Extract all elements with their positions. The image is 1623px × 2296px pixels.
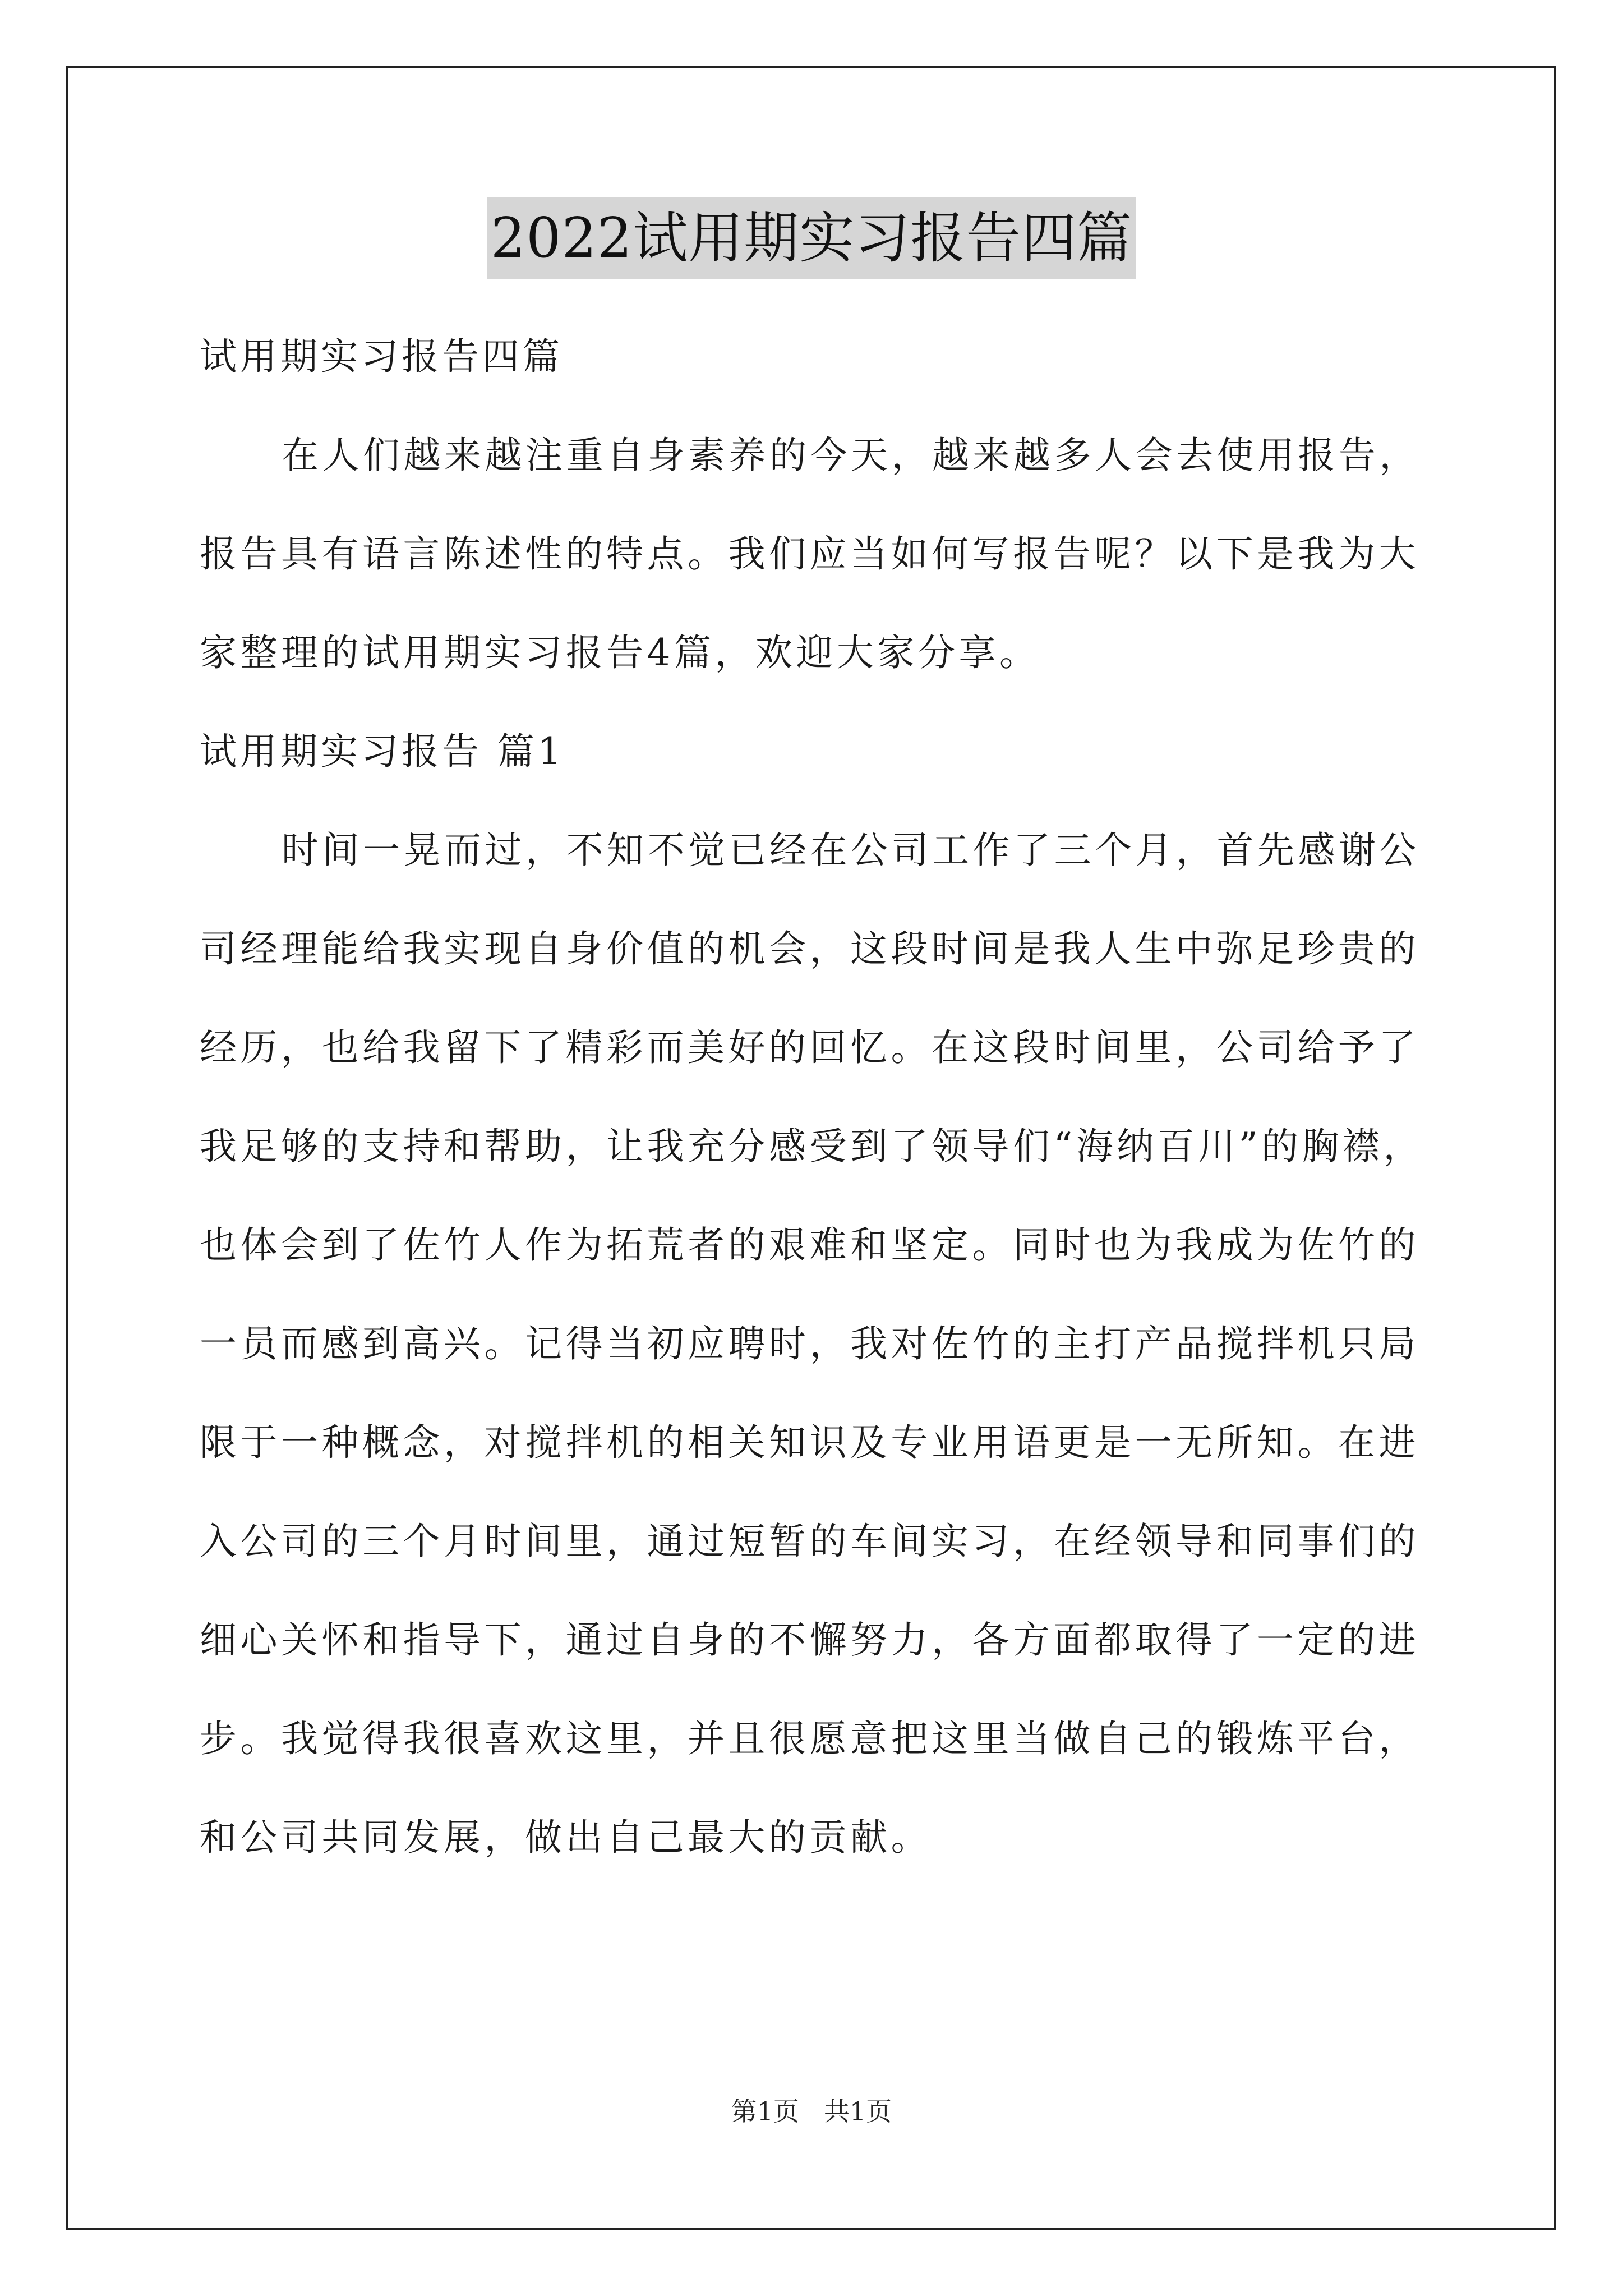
title-container (0, 197, 1623, 279)
body-paragraph (200, 801, 1461, 1887)
intro-paragraph (200, 406, 1461, 702)
paragraph-line: 在人们越来越注重自身素养的今天，越来越多人会去使用报告， (282, 434, 1420, 477)
paragraph-line: 也体会到了佐竹人作为拓荒者的艰难和坚定。同时也为我成为佐竹的 (200, 1223, 1419, 1267)
paragraph-line: 和公司共同发展，做出自己最大的贡献。 (200, 1816, 932, 1859)
section-heading: 试用期实习报告 篇1 (200, 730, 565, 773)
document-title: 2022试用期实习报告四篇 (487, 197, 1136, 279)
paragraph-line: 步。我觉得我很喜欢这里，并且很愿意把这里当做自己的锻炼平台， (200, 1717, 1419, 1760)
paragraph-line: 报告具有语言陈述性的特点。我们应当如何写报告呢？以下是我为大 (200, 532, 1419, 576)
page-footer (0, 2091, 1623, 2128)
page-total: 共1页 (824, 2096, 892, 2127)
document-body (200, 307, 1461, 1887)
paragraph-line: 经历，也给我留下了精彩而美好的回忆。在这段时间里，公司给予了 (200, 1026, 1419, 1069)
paragraph-line: 细心关怀和指导下，通过自身的不懈努力，各方面都取得了一定的进 (200, 1618, 1419, 1662)
paragraph-line: 家整理的试用期实习报告4篇，欢迎大家分享。 (200, 631, 1040, 674)
paragraph-line: 司经理能给我实现自身价值的机会，这段时间是我人生中弥足珍贵的 (200, 927, 1419, 970)
paragraph-line: 一员而感到高兴。记得当初应聘时，我对佐竹的主打产品搅拌机只局 (200, 1322, 1419, 1365)
paragraph-line: 入公司的三个月时间里，通过短暂的车间实习，在经领导和同事们的 (200, 1520, 1419, 1563)
paragraph-line: 限于一种概念，对搅拌机的相关知识及专业用语更是一无所知。在进 (200, 1421, 1419, 1464)
page-number: 第1页 (731, 2096, 799, 2127)
paragraph-line: 时间一晃而过，不知不觉已经在公司工作了三个月，首先感谢公 (282, 829, 1420, 872)
document-heading: 试用期实习报告四篇 (200, 335, 563, 378)
paragraph-line: 我足够的支持和帮助，让我充分感受到了领导们“海纳百川”的胸襟， (200, 1125, 1424, 1168)
